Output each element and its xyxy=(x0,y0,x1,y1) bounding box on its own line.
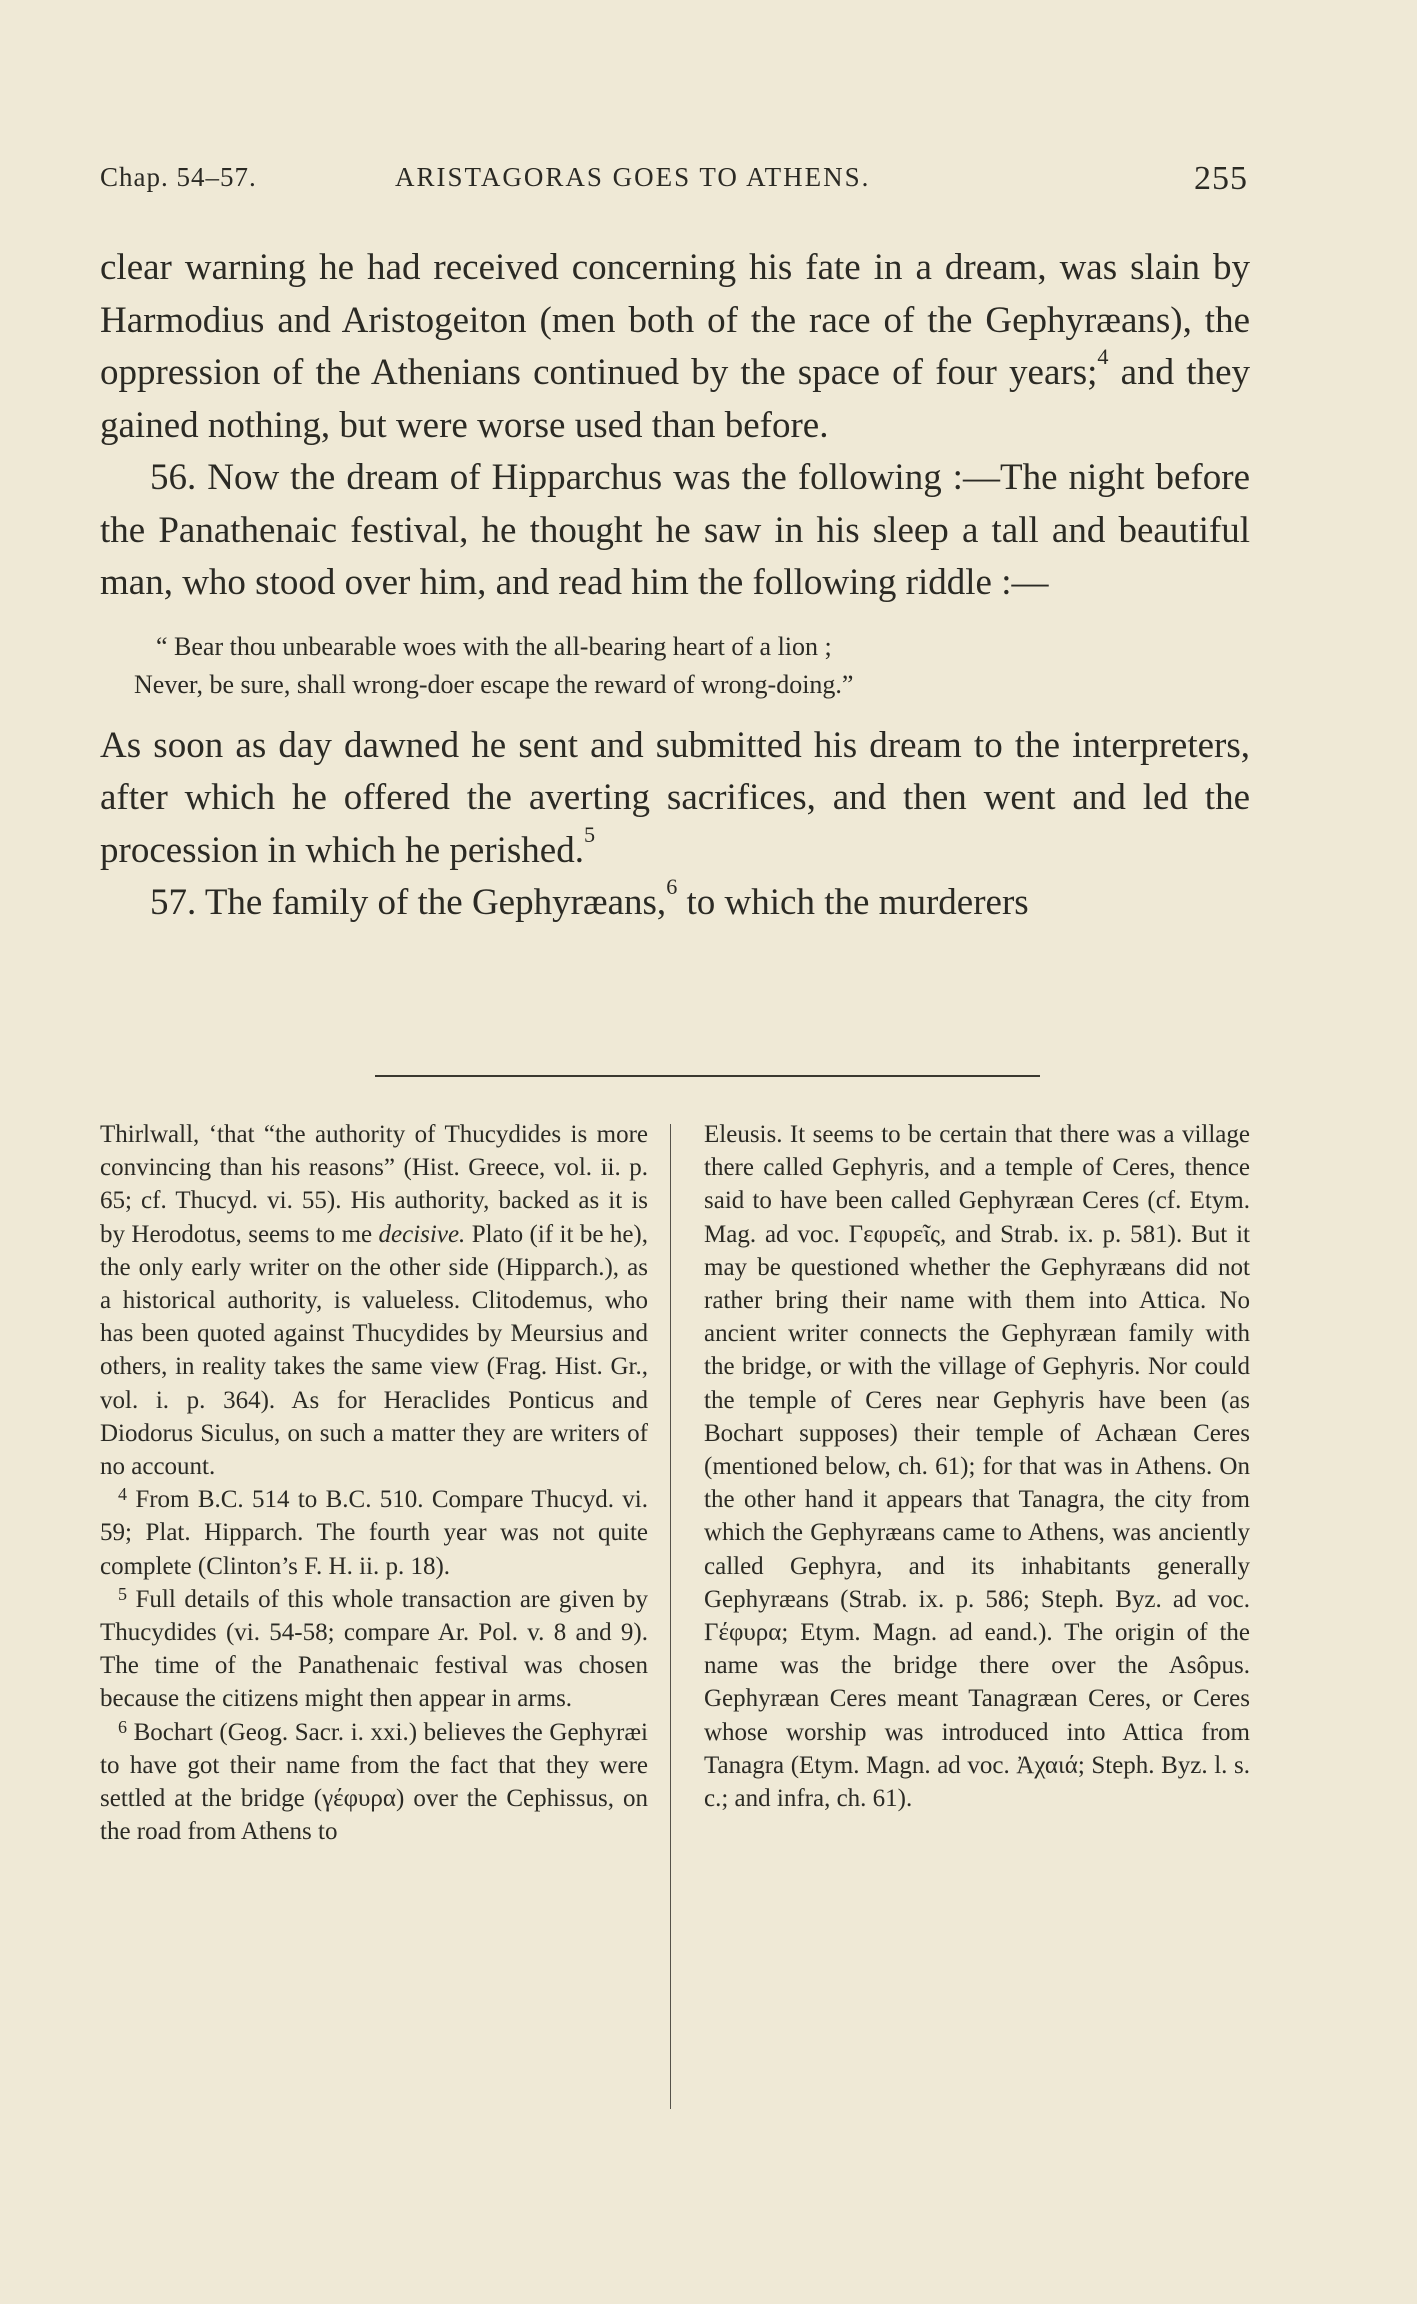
paragraph: As soon as day dawned he sent and submitted his dream to the interpreters, after which he offered the averting sacrifices, and then went and led the procession in which he perished.$^5$ xyxy=(100,724,1250,871)
footnote-continuation: Thirlwall, ‘that “the authority of Thucydides is more convincing than his reasons” (Hist. Greece, vol. ii. p. 65; cf. Thucyd. vi. 55). His authority, backed as it is by Herodotus, seems to me decisive. Plato (if it be he), the only early writer on the other side (Hipparch.), as a historical authority, is valueless. Clitodemus, who has been quoted against Thucydides by Meursius and others, in reality takes the same view (Frag. Hist. Gr., vol. i. p. 364). As for Heraclides Ponticus and Diodorus Siculus, on such a matter they are writers of no account. xyxy=(100,1121,648,1481)
footnote-ref: 5 xyxy=(583,821,596,847)
running-header xyxy=(100,160,1248,200)
chapter-reference: Chap. 54–57. xyxy=(100,162,257,192)
paragraph-56: 56. Now the dream of Hipparchus was the following :—The night before the Panathenaic festival, he thought he saw in his sleep a tall and beautiful man, who stood over him, and read him the following riddle :— xyxy=(100,457,1250,603)
paragraph-57: 57. The family of the Gephyræans,$^6$ to which the murderers xyxy=(150,874,1029,923)
main-text xyxy=(100,242,1250,930)
riddle-quote xyxy=(134,628,1250,704)
footnote-number: 5 xyxy=(118,1583,127,1604)
footnote-6: $^6$ Bochart (Geog. Sacr. i. xxi.) believes the Gephyræi to have got their name from the fact that they were settled at the bridge (γέφυρα) over the Cephissus, on the road from Athens to xyxy=(100,1716,648,1846)
footnote-4: $^4$ From B.C. 514 to B.C. 510. Compare Thucyd. vi. 59; Plat. Hipparch. The fourth year was not quite complete (Clinton’s F. H. ii. p. 18). xyxy=(100,1484,648,1580)
footnote-number: 4 xyxy=(118,1484,127,1505)
page-number: 255 xyxy=(1194,160,1248,197)
paragraph: clear warning he had received concerning his fate in a dream, was slain by Harmodius and Aristogeiton (men both of the race of the Gephyræans), the oppression of the Athenians continued by the space of four years;$^4$ and they gained nothing, but were worse used than before. xyxy=(100,247,1250,446)
footnotes-left-column xyxy=(100,1118,648,1848)
footnote-ref: 6 xyxy=(666,874,678,900)
column-divider xyxy=(670,1124,671,2109)
footnote-6-continuation: Eleusis. It seems to be certain that there was a village there called Gephyris, and a temple of Ceres, thence said to have been called Gephyræan Ceres (cf. Etym. Mag. ad voc. Γεφυρεῖς, and Strab. ix. p. 581). But it may be questioned whether the Gephyræans did not rather bring their name with them into Attica. No ancient writer connects the Gephyræan family with the bridge, or with the village of Gephyris. Nor could the temple of Ceres near Gephyris have been (as Bochart supposes) their temple of Achæan Ceres (mentioned below, ch. 61); for that was in Athens. On the other hand it appears that Tanagra, the city from which the Gephyræans came to Athens, was anciently called Gephyra, and its inhabitants generally Gephyræans (Strab. ix. p. 586; Steph. Byz. ad voc. Γέφυρα; Etym. Magn. ad eand.). The origin of the name was the bridge there over the Asôpus. Gephyræan Ceres meant Tanagræan Ceres, or Ceres whose worship was introduced into Attica from Tanagra (Etym. Magn. ad voc. Ἀχαιά; Steph. Byz. l. s. c.; and infra, ch. 61). xyxy=(704,1121,1250,1813)
footnote-ref: 4 xyxy=(1097,344,1109,370)
footnote-5: $^5$ Full details of this whole transaction are given by Thucydides (vi. 54-58; compare Ar. Pol. v. 8 and 9). The time of the Panathenaic festival was chosen because the citizens might then appear in arms. xyxy=(100,1583,648,1713)
footnote-number: 6 xyxy=(118,1716,127,1737)
running-title: ARISTAGORAS GOES TO ATHENS. xyxy=(395,162,871,192)
quote-line: Never, be sure, shall wrong-doer escape the reward of wrong-doing.” xyxy=(134,669,854,699)
footnote-separator xyxy=(375,1075,1040,1077)
footnotes-right-column xyxy=(704,1118,1250,1815)
quote-line: “ Bear thou unbearable woes with the all-bearing heart of a lion ; xyxy=(156,631,832,661)
